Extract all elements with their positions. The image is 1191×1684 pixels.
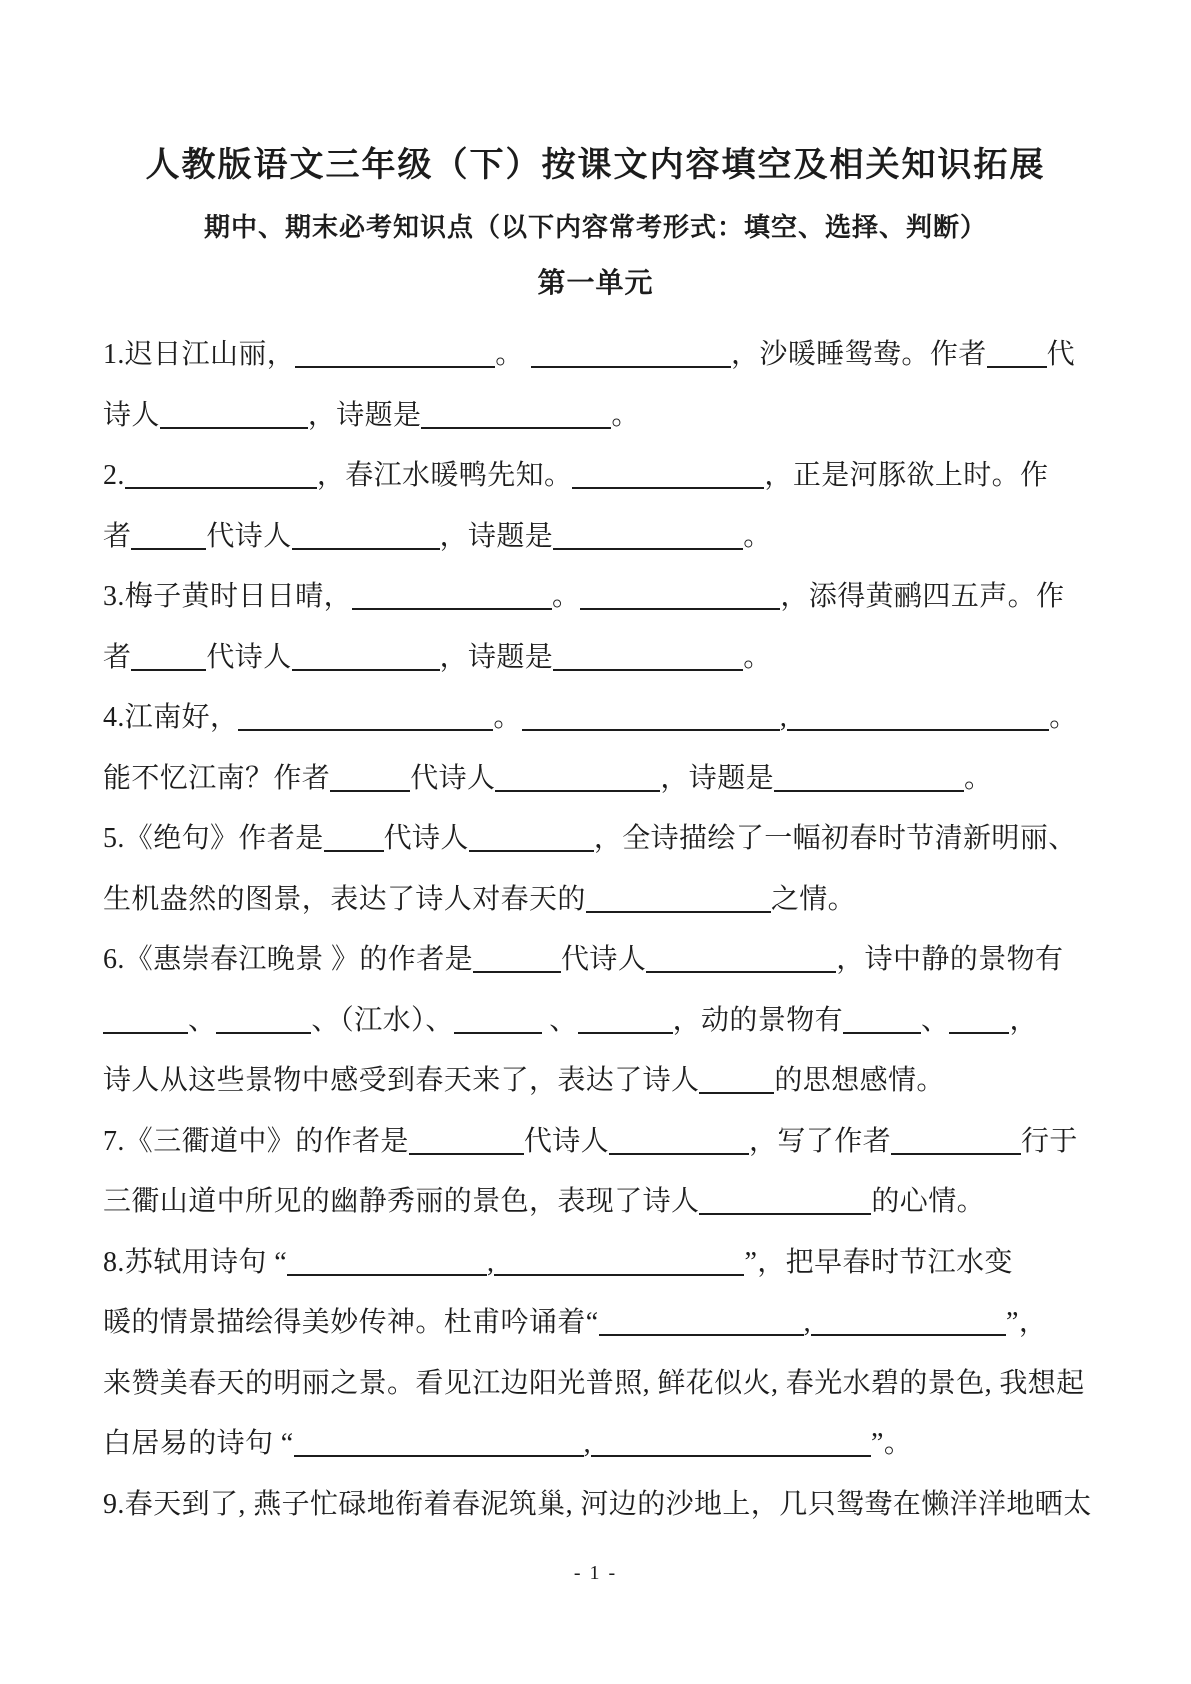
text-line — [103, 809, 1088, 870]
blank-field — [531, 336, 731, 368]
blank-field — [330, 760, 410, 792]
question-lines — [103, 325, 1092, 1535]
blank-field — [125, 457, 317, 489]
line-text: ，添得黄鹂四五声。作 — [780, 581, 1065, 612]
blank-field — [469, 820, 594, 852]
line-text: 者 — [103, 520, 132, 552]
line-text: 的思想感情。 — [774, 1065, 945, 1096]
blank-field — [495, 760, 660, 792]
page-subtitle: 期中、期末必考知识点（以下内容常考形式：填空、选择、判断） — [203, 213, 987, 242]
blank-field — [572, 457, 764, 489]
line-text: ，诗题是 — [307, 399, 422, 431]
blank-field — [292, 639, 440, 671]
blank-field — [578, 1002, 673, 1034]
blank-field — [699, 1183, 871, 1215]
blank-field — [553, 518, 743, 550]
line-text: 行于 — [1021, 1125, 1078, 1157]
line-text: ，写了作者 — [749, 1125, 892, 1157]
blank-field — [580, 578, 780, 610]
text-line — [103, 1293, 1088, 1354]
line-text: 。 — [611, 399, 640, 431]
blank-field — [131, 639, 206, 671]
blank-field — [553, 639, 743, 671]
line-text: 3.梅子黄时日日晴， — [103, 581, 353, 612]
line-text: , — [803, 1307, 812, 1338]
line-text: 的心情。 — [871, 1186, 986, 1217]
blank-field — [216, 1002, 311, 1034]
blank-field — [131, 518, 206, 550]
line-text: 7.《三衢道中》的作者是 — [103, 1125, 409, 1157]
blank-field — [238, 699, 493, 731]
line-text: 三衢山道中所见的幽静秀丽的景色，表现了诗人 — [103, 1186, 700, 1217]
blank-field — [987, 336, 1047, 368]
text-line — [103, 870, 1088, 931]
line-text: 。 — [743, 520, 772, 552]
blank-field — [774, 760, 964, 792]
line-text: 暖的情景描绘得美妙传神。杜甫吟诵着“ — [103, 1307, 599, 1338]
line-text: ，动的景物有 — [672, 1004, 844, 1036]
line-text: 白居易的诗句 “ — [103, 1428, 294, 1459]
text-line — [103, 991, 1088, 1052]
line-text: 。 — [495, 339, 532, 370]
blank-field — [294, 1425, 584, 1457]
blank-field — [352, 578, 552, 610]
line-text: ，沙暖睡鸳鸯。作者 — [731, 339, 987, 370]
line-text: 。 — [552, 581, 581, 612]
blank-field — [421, 397, 611, 429]
line-text: 代诗人 — [410, 762, 496, 794]
blank-field — [586, 881, 771, 913]
line-text: 诗人从这些景物中感受到春天来了，表达了诗人 — [103, 1065, 700, 1096]
line-text: 代诗人 — [523, 1125, 610, 1157]
line-text: 代诗人 — [206, 641, 292, 673]
blank-field — [811, 1304, 1006, 1336]
line-text: 。 — [1049, 702, 1078, 733]
line-text: 来赞美春天的明丽之景。看见江边阳光普照, 鲜花似火, 春光水碧的景色, 我想起 — [103, 1367, 1085, 1399]
line-text: 1.迟日江山丽， — [103, 339, 296, 370]
line-text: , — [487, 1246, 495, 1278]
blank-field — [292, 518, 440, 550]
line-text: 诗人 — [103, 399, 160, 431]
line-text: ，诗中静的景物有 — [836, 944, 1064, 975]
line-text: ， — [1009, 1004, 1038, 1036]
line-text: ”， — [1006, 1307, 1048, 1338]
line-text: , — [779, 702, 788, 733]
line-text: 。 — [493, 702, 522, 733]
text-line — [103, 386, 1088, 447]
text-line — [103, 1414, 1088, 1475]
page-title: 人教版语文三年级（下）按课文内容填空及相关知识拓展 — [145, 147, 1046, 184]
blank-field — [843, 1002, 921, 1034]
line-text: 者 — [103, 641, 132, 673]
blank-field — [599, 1304, 804, 1336]
line-text: 。 — [743, 641, 772, 673]
text-line — [103, 1475, 1092, 1536]
blank-field — [787, 699, 1049, 731]
blank-field — [160, 397, 308, 429]
blank-field — [522, 699, 780, 731]
line-text: 、（江水）、 — [311, 1004, 454, 1036]
line-text: 5.《绝句》作者是 — [103, 823, 324, 854]
line-text: ，诗题是 — [660, 762, 775, 794]
blank-field — [891, 1123, 1021, 1155]
line-text: 6.《惠崇春江晚景 》的作者是 — [103, 944, 474, 975]
text-line — [103, 1051, 1088, 1112]
line-text: ，正是河豚欲上时。作 — [764, 460, 1049, 491]
text-line — [103, 1233, 1088, 1294]
text-line — [103, 1354, 1088, 1415]
text-line — [103, 1172, 1088, 1233]
line-text: ，诗题是 — [439, 641, 554, 673]
blank-field — [473, 941, 561, 973]
text-line — [103, 567, 1088, 628]
blank-field — [454, 1002, 542, 1034]
blank-field — [609, 1123, 749, 1155]
blank-field — [646, 941, 836, 973]
text-line — [103, 930, 1088, 991]
blank-field — [287, 1244, 487, 1276]
text-line — [103, 688, 1088, 749]
text-line — [103, 325, 1088, 386]
line-text: ，诗题是 — [439, 520, 554, 552]
line-text: ，全诗描绘了一幅初春时节清新明丽、 — [593, 823, 1077, 854]
line-text: 4.江南好， — [103, 702, 239, 733]
blank-field — [699, 1062, 774, 1094]
line-text: 代诗人 — [206, 520, 292, 552]
section-heading: 第一单元 — [537, 268, 654, 299]
line-text: 能不忆江南？作者 — [103, 762, 331, 794]
line-text: 代 — [1046, 339, 1076, 370]
line-text: 、 — [541, 1004, 578, 1036]
line-text: 。 — [964, 762, 993, 794]
line-text: 生机盎然的图景，表达了诗人对春天的 — [103, 883, 586, 915]
line-text: 、 — [188, 1004, 217, 1036]
line-text: 2. — [103, 460, 125, 491]
line-text: 代诗人 — [561, 944, 647, 975]
blank-field — [591, 1425, 871, 1457]
blank-field — [949, 1002, 1009, 1034]
blank-field — [103, 1002, 188, 1034]
line-text: 9.春天到了, 燕子忙碌地衔着春泥筑巢, 河边的沙地上，几只鸳鸯在懒洋洋地晒太 — [103, 1488, 1092, 1520]
line-text: , — [583, 1428, 592, 1459]
footer-page-number: - 1 - — [573, 1562, 618, 1584]
blank-field — [295, 336, 495, 368]
line-text: 代诗人 — [383, 823, 469, 854]
text-line — [103, 749, 1088, 810]
line-text: ”。 — [871, 1428, 913, 1459]
text-line — [103, 628, 1088, 689]
line-text: 8.苏轼用诗句 “ — [103, 1246, 288, 1278]
blank-field — [409, 1123, 524, 1155]
line-text: ，春江水暖鸭先知。 — [316, 460, 573, 491]
line-text: 之情。 — [770, 883, 857, 915]
blank-field — [324, 820, 384, 852]
text-line — [103, 446, 1088, 507]
line-text: 、 — [921, 1004, 950, 1036]
text-line — [103, 1112, 1088, 1173]
text-line — [103, 507, 1088, 568]
line-text: ”，把早春时节江水变 — [744, 1246, 1013, 1278]
blank-field — [494, 1244, 744, 1276]
